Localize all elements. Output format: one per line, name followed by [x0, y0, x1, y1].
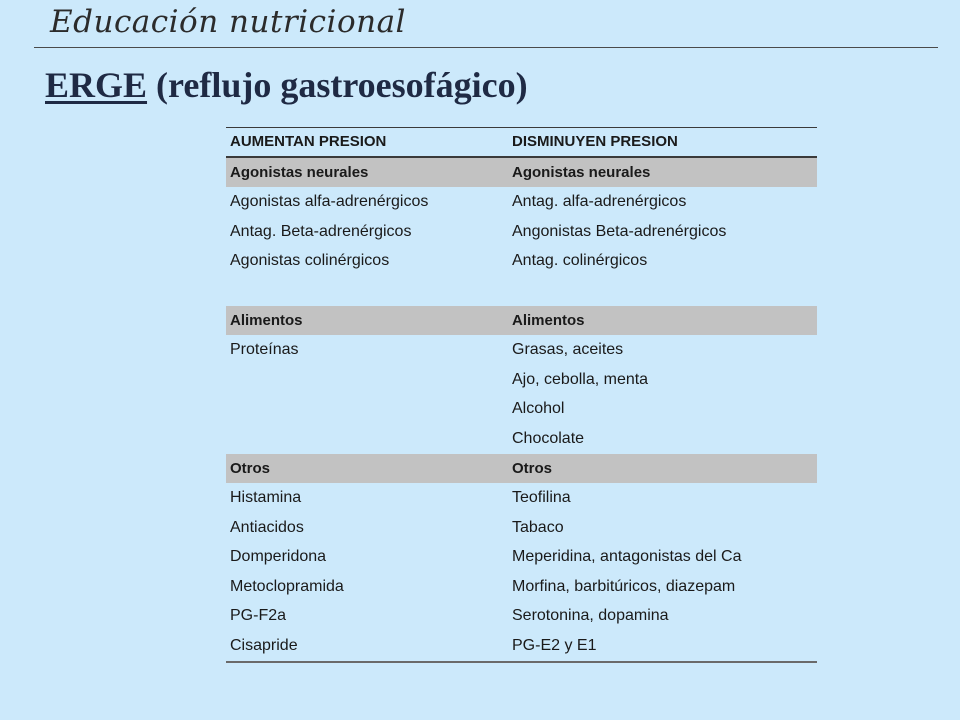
erge-link[interactable]: ERGE [45, 65, 148, 105]
table-row [226, 454, 817, 484]
table-row [226, 217, 817, 247]
column-header-aumentan: AUMENTAN PRESION [230, 133, 387, 151]
table-row [226, 424, 817, 454]
cell-disminuyen: Ajo, cebolla, menta [512, 370, 649, 388]
table-row [226, 542, 817, 572]
header-divider [34, 47, 938, 48]
cell-disminuyen: Agonistas neurales [512, 163, 651, 181]
pressure-table [226, 127, 817, 663]
slide-title-rest: (reflujo gastroesofágico) [147, 65, 528, 105]
cell-disminuyen: Morfina, barbitúricos, diazepam [512, 577, 736, 595]
slide-title [45, 64, 528, 106]
cell-aumentan: Otros [230, 459, 271, 477]
table-body [226, 158, 817, 661]
cell-aumentan: Agonistas colinérgicos [230, 252, 390, 270]
cell-disminuyen: Alimentos [512, 311, 585, 329]
table-row [226, 513, 817, 543]
table-row [226, 394, 817, 424]
cell-disminuyen: Antag. colinérgicos [512, 252, 648, 270]
table-row [226, 187, 817, 217]
table-row [226, 158, 817, 188]
cell-aumentan: Agonistas alfa-adrenérgicos [230, 192, 429, 210]
table-row [226, 631, 817, 661]
cell-disminuyen: Antag. alfa-adrenérgicos [512, 192, 687, 210]
cell-aumentan: Domperidona [230, 548, 327, 566]
cell-disminuyen: Teofilina [512, 488, 571, 506]
cell-disminuyen: Tabaco [512, 518, 564, 536]
cell-aumentan: Histamina [230, 488, 302, 506]
cell-aumentan: Antiacidos [230, 518, 304, 536]
cell-disminuyen: Serotonina, dopamina [512, 607, 669, 625]
table-row [226, 335, 817, 365]
cell-disminuyen: Meperidina, antagonistas del Ca [512, 548, 742, 566]
header-title: Educación nutricional [50, 4, 406, 40]
table-row [226, 572, 817, 602]
cell-aumentan: PG-F2a [230, 607, 287, 625]
cell-disminuyen: Angonistas Beta-adrenérgicos [512, 222, 727, 240]
cell-aumentan: Alimentos [230, 311, 303, 329]
table-row [226, 246, 817, 276]
cell-aumentan: Cisapride [230, 636, 298, 654]
cell-disminuyen: Chocolate [512, 429, 585, 447]
cell-disminuyen: Alcohol [512, 400, 565, 418]
cell-disminuyen: Grasas, aceites [512, 340, 624, 358]
cell-aumentan: Proteínas [230, 340, 299, 358]
cell-aumentan: Agonistas neurales [230, 163, 369, 181]
table-row [226, 365, 817, 395]
table-header-row [226, 128, 817, 158]
cell-aumentan: Metoclopramida [230, 577, 344, 595]
cell-aumentan: Antag. Beta-adrenérgicos [230, 222, 412, 240]
table-row [226, 306, 817, 336]
column-header-disminuyen: DISMINUYEN PRESION [512, 133, 678, 151]
table-row [226, 276, 817, 306]
cell-disminuyen: PG-E2 y E1 [512, 636, 597, 654]
cell-disminuyen: Otros [512, 459, 553, 477]
table-row [226, 483, 817, 513]
table-row [226, 602, 817, 632]
